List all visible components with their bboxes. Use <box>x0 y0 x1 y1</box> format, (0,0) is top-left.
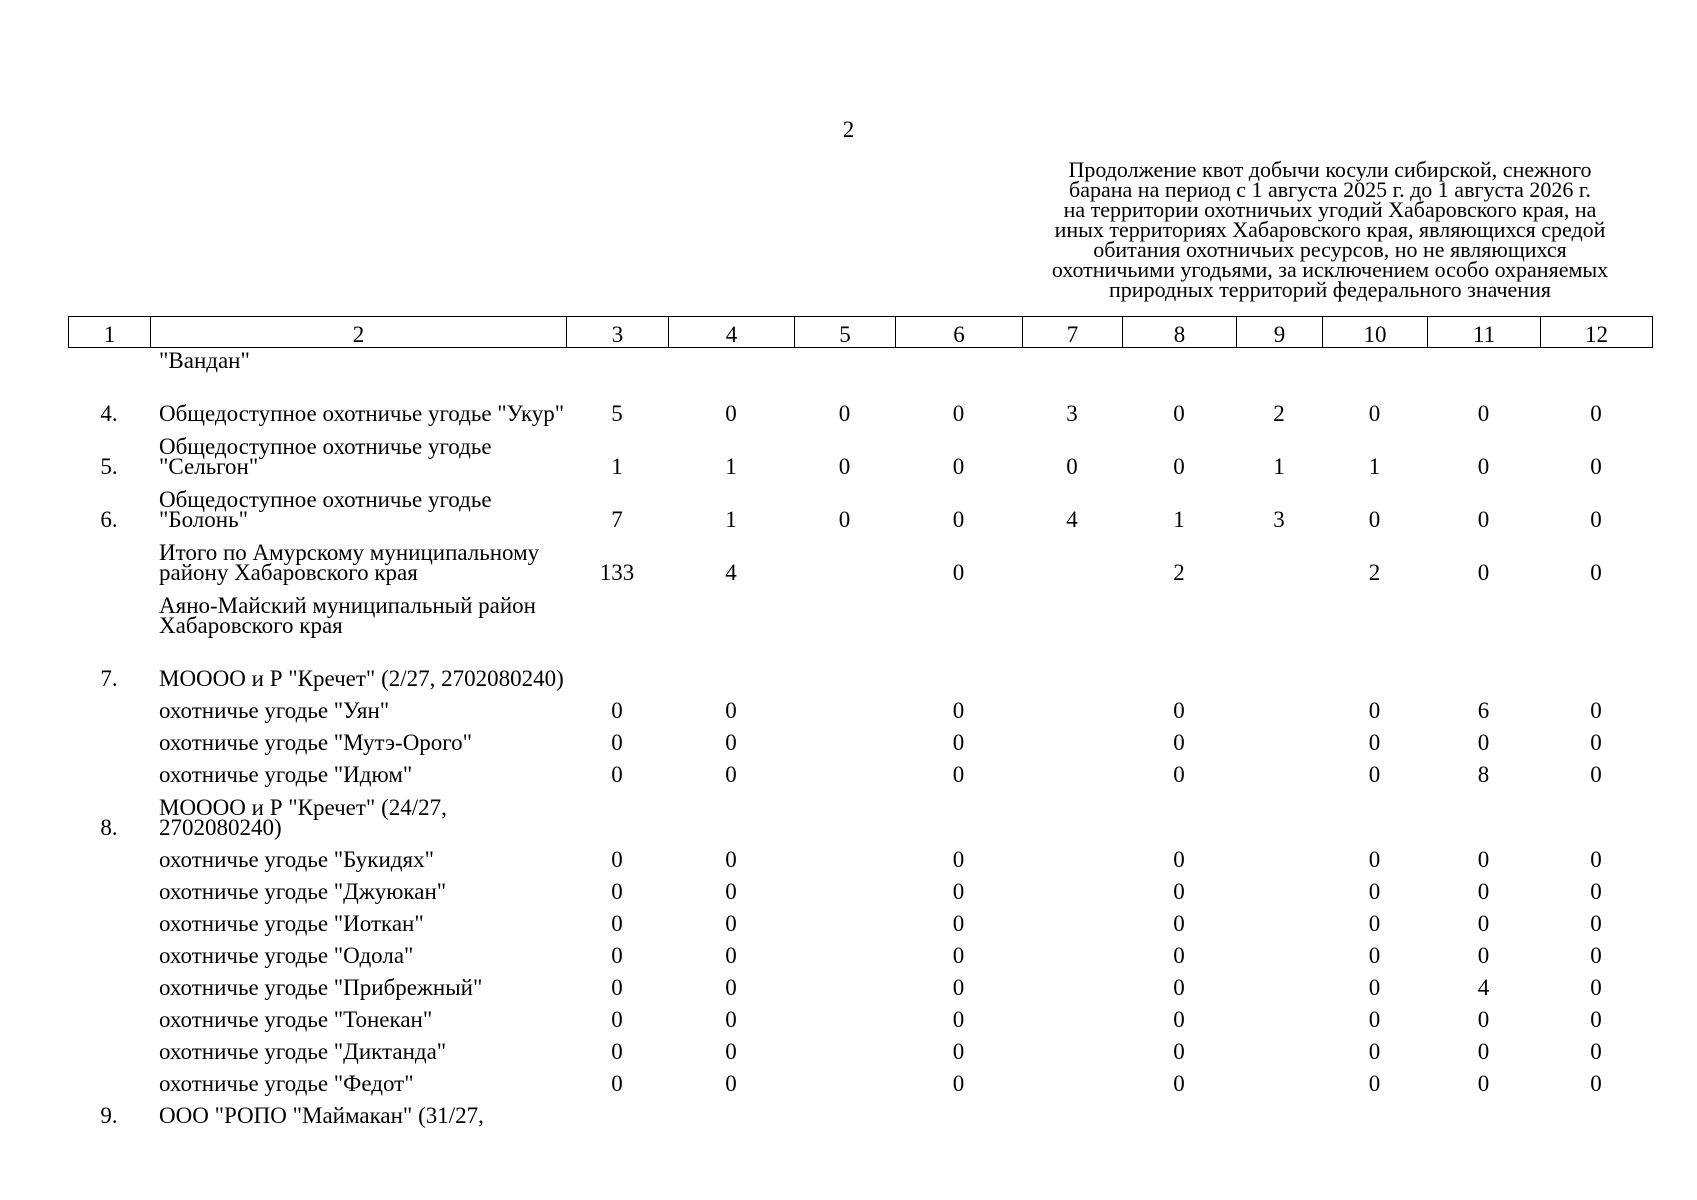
row-value-col-10: 0 <box>1368 879 1381 904</box>
row-value-col-9: 2 <box>1273 401 1285 426</box>
table-row <box>68 785 1652 838</box>
row-value-col-9 <box>1236 966 1322 998</box>
row-value-col-12: 0 <box>1590 762 1602 787</box>
row-value-col-7 <box>1022 636 1122 689</box>
row-number <box>68 998 150 1030</box>
row-value-col-8: 0 <box>1173 1007 1185 1032</box>
row-value-col-8: 0 <box>1173 401 1185 426</box>
row-value-col-9 <box>1236 1094 1322 1126</box>
row-value-col-5 <box>794 1062 895 1094</box>
row-value-col-6 <box>895 349 1022 371</box>
row-value-col-3: 7 <box>611 507 623 532</box>
row-value-col-3: 0 <box>611 730 623 755</box>
row-name: охотничье угодье "Одола" <box>159 943 414 968</box>
row-name: охотничье угодье "Тонекан" <box>159 1007 433 1032</box>
row-value-col-4: 1 <box>725 454 737 479</box>
row-value-col-9 <box>1236 1030 1322 1062</box>
row-value-col-3: 1 <box>611 454 623 479</box>
row-value-col-5 <box>794 838 895 870</box>
table-heading <box>1000 157 1660 302</box>
row-value-col-6: 0 <box>952 401 965 426</box>
row-value-col-8: 0 <box>1173 1039 1185 1064</box>
heading-line: на территории охотничьих угодий Хабаровского края, на <box>1063 197 1597 222</box>
table-row <box>68 530 1652 583</box>
row-value-col-5: 0 <box>838 401 851 426</box>
row-value-col-12: 0 <box>1590 1039 1602 1064</box>
row-value-col-12 <box>1540 583 1652 636</box>
row-value-col-5 <box>794 998 895 1030</box>
row-value-col-4: 0 <box>725 911 737 936</box>
row-value-col-11 <box>1427 349 1540 371</box>
row-name: охотничье угодье "Федот" <box>159 1071 414 1096</box>
row-value-col-6: 0 <box>952 560 965 585</box>
row-value-col-10 <box>1322 636 1427 689</box>
row-value-col-9 <box>1236 721 1322 753</box>
row-name: охотничье угодье "Джуюкан" <box>159 879 447 904</box>
row-value-col-9 <box>1236 530 1322 583</box>
row-value-col-7 <box>1022 785 1122 838</box>
row-value-col-6: 0 <box>952 943 965 968</box>
row-value-col-3: 5 <box>611 401 623 426</box>
row-value-col-8 <box>1122 636 1236 689</box>
row-value-col-5 <box>794 870 895 902</box>
row-number <box>68 838 150 870</box>
row-value-col-10: 0 <box>1368 1071 1381 1096</box>
row-value-col-11: 0 <box>1477 560 1490 585</box>
row-value-col-8: 0 <box>1173 1071 1185 1096</box>
table-row <box>68 934 1652 966</box>
row-value-col-5 <box>794 785 895 838</box>
column-number: 11 <box>1428 317 1541 348</box>
row-value-col-9 <box>1236 870 1322 902</box>
row-value-col-6: 0 <box>952 762 965 787</box>
heading-line: природных территорий федерального значения <box>1109 277 1551 302</box>
row-value-col-6: 0 <box>952 454 965 479</box>
row-name: охотничье угодье "Уян" <box>159 698 390 723</box>
row-name: МОООО и Р "Кречет" (2/27, 2702080240) <box>159 666 564 691</box>
row-value-col-4 <box>668 636 794 689</box>
row-value-col-8: 0 <box>1173 454 1185 479</box>
row-value-col-11: 0 <box>1477 507 1490 532</box>
row-value-col-12: 0 <box>1590 1071 1602 1096</box>
row-value-col-3: 0 <box>611 911 623 936</box>
row-value-col-6 <box>895 1094 1022 1126</box>
row-value-col-7 <box>1022 349 1122 371</box>
row-value-col-12: 0 <box>1590 454 1602 479</box>
row-value-col-10: 0 <box>1368 943 1381 968</box>
row-value-col-10: 2 <box>1368 560 1381 585</box>
row-value-col-8: 0 <box>1173 698 1185 723</box>
column-number: 7 <box>1023 317 1123 348</box>
row-name: охотничье угодье "Иоткан" <box>159 911 424 936</box>
row-value-col-12: 0 <box>1590 879 1602 904</box>
row-value-col-12: 0 <box>1590 401 1602 426</box>
column-number: 12 <box>1541 317 1653 348</box>
row-value-col-6: 0 <box>952 507 965 532</box>
page-number: 2 <box>842 117 855 142</box>
row-value-col-11: 0 <box>1477 1039 1490 1064</box>
row-value-col-12: 0 <box>1590 560 1602 585</box>
table-row <box>68 1094 1652 1126</box>
row-value-col-9 <box>1236 785 1322 838</box>
column-number: 5 <box>795 317 896 348</box>
heading-line: иных территориях Хабаровского края, являющихся средой <box>1054 217 1606 242</box>
row-value-col-11: 0 <box>1477 730 1490 755</box>
row-value-col-7: 3 <box>1066 401 1078 426</box>
row-value-col-5 <box>794 721 895 753</box>
heading-line: Продолжение квот добычи косули сибирской, снежного <box>1068 157 1592 182</box>
row-value-col-11: 0 <box>1477 847 1490 872</box>
row-value-col-10 <box>1322 349 1427 371</box>
row-value-col-5: 0 <box>838 454 851 479</box>
row-value-col-7 <box>1022 583 1122 636</box>
row-value-col-8: 0 <box>1173 847 1185 872</box>
row-value-col-4 <box>668 349 794 371</box>
row-value-col-9 <box>1236 934 1322 966</box>
row-value-col-5 <box>794 966 895 998</box>
row-value-col-11: 0 <box>1477 879 1490 904</box>
row-value-col-4: 0 <box>725 401 737 426</box>
row-value-col-9 <box>1236 998 1322 1030</box>
row-value-col-9 <box>1236 689 1322 721</box>
row-value-col-6: 0 <box>952 879 965 904</box>
row-value-col-7 <box>1022 870 1122 902</box>
table-row <box>68 1030 1652 1062</box>
row-name: Аяно-Майский муниципальный район Хабаровского края <box>159 593 536 638</box>
row-value-col-6: 0 <box>952 975 965 1000</box>
row-number <box>68 689 150 721</box>
row-value-col-8: 0 <box>1173 730 1185 755</box>
row-value-col-7 <box>1022 1094 1122 1126</box>
row-value-col-3 <box>566 1094 668 1126</box>
column-number: 6 <box>896 317 1023 348</box>
row-value-col-12: 0 <box>1590 1007 1602 1032</box>
row-value-col-12: 0 <box>1590 730 1602 755</box>
row-value-col-5 <box>794 753 895 785</box>
row-value-col-8: 0 <box>1173 975 1185 1000</box>
row-number <box>68 934 150 966</box>
row-value-col-5 <box>794 1094 895 1126</box>
row-number: 5. <box>100 454 118 479</box>
row-name: Общедоступное охотничье угодье "Болонь" <box>159 487 492 532</box>
column-number: 3 <box>567 317 669 348</box>
row-value-col-3: 0 <box>611 847 623 872</box>
row-value-col-9 <box>1236 636 1322 689</box>
row-value-col-3: 0 <box>611 975 623 1000</box>
row-value-col-11: 0 <box>1477 1071 1490 1096</box>
row-value-col-11: 0 <box>1477 454 1490 479</box>
row-value-col-4: 0 <box>725 698 737 723</box>
row-value-col-7 <box>1022 689 1122 721</box>
column-number: 4 <box>669 317 795 348</box>
row-value-col-8 <box>1122 1094 1236 1126</box>
row-value-col-5 <box>794 902 895 934</box>
row-value-col-10: 0 <box>1368 847 1381 872</box>
row-value-col-11 <box>1427 636 1540 689</box>
row-number <box>68 349 150 371</box>
row-value-col-4: 0 <box>725 730 737 755</box>
row-value-col-8: 2 <box>1173 560 1185 585</box>
row-value-col-12 <box>1540 785 1652 838</box>
row-value-col-7: 4 <box>1066 507 1078 532</box>
row-value-col-10: 0 <box>1368 975 1381 1000</box>
table-row <box>68 966 1652 998</box>
row-name: "Вандан" <box>159 348 250 373</box>
table-row <box>68 477 1652 530</box>
row-value-col-9 <box>1236 1062 1322 1094</box>
row-value-col-4 <box>668 1094 794 1126</box>
table-row <box>68 583 1652 636</box>
table-row <box>68 424 1652 477</box>
row-value-col-3 <box>566 636 668 689</box>
row-value-col-6: 0 <box>952 1007 965 1032</box>
row-value-col-4: 0 <box>725 762 737 787</box>
row-value-col-6: 0 <box>952 1039 965 1064</box>
row-value-col-5 <box>794 636 895 689</box>
row-value-col-11: 6 <box>1477 698 1490 723</box>
row-value-col-6 <box>895 785 1022 838</box>
row-name: ООО "РОПО "Маймакан" (31/27, <box>159 1103 484 1128</box>
column-number: 8 <box>1123 317 1237 348</box>
row-value-col-11: 0 <box>1477 1007 1490 1032</box>
row-value-col-7 <box>1022 530 1122 583</box>
heading-line: обитания охотничьих ресурсов, но не являющихся <box>1093 237 1567 262</box>
table-row <box>68 721 1652 753</box>
row-value-col-10: 0 <box>1368 730 1381 755</box>
row-value-col-4: 0 <box>725 847 737 872</box>
row-value-col-3: 0 <box>611 1007 623 1032</box>
row-value-col-4: 4 <box>725 560 737 585</box>
row-value-col-5 <box>794 689 895 721</box>
row-name: Общедоступное охотничье угодье "Сельгон" <box>159 434 492 479</box>
row-value-col-12: 0 <box>1590 507 1602 532</box>
row-value-col-11: 0 <box>1477 401 1490 426</box>
row-name: охотничье угодье "Прибрежный" <box>159 975 483 1000</box>
row-number <box>68 1062 150 1094</box>
row-value-col-7 <box>1022 998 1122 1030</box>
row-name: Общедоступное охотничье угодье "Укур" <box>159 401 565 426</box>
column-number: 9 <box>1237 317 1323 348</box>
row-number <box>68 870 150 902</box>
table-row <box>68 753 1652 785</box>
row-value-col-3: 0 <box>611 762 623 787</box>
row-value-col-9 <box>1236 902 1322 934</box>
row-value-col-10: 1 <box>1368 454 1381 479</box>
table-row <box>68 689 1652 721</box>
row-value-col-11: 0 <box>1477 943 1490 968</box>
table-row <box>68 902 1652 934</box>
row-value-col-6: 0 <box>952 1071 965 1096</box>
row-value-col-10: 0 <box>1368 698 1381 723</box>
row-value-col-8: 1 <box>1173 507 1185 532</box>
row-value-col-8 <box>1122 583 1236 636</box>
row-value-col-8: 0 <box>1173 762 1185 787</box>
row-value-col-9: 1 <box>1273 454 1285 479</box>
row-value-col-7 <box>1022 1062 1122 1094</box>
row-value-col-7 <box>1022 934 1122 966</box>
table-row <box>68 1062 1652 1094</box>
row-name: Итого по Амурскому муниципальному району Хабаровского края <box>159 540 540 585</box>
row-value-col-7 <box>1022 721 1122 753</box>
row-value-col-10: 0 <box>1368 1007 1381 1032</box>
row-value-col-10: 0 <box>1368 911 1381 936</box>
row-value-col-8: 0 <box>1173 943 1185 968</box>
row-value-col-6: 0 <box>952 730 965 755</box>
table-row <box>68 371 1652 424</box>
row-value-col-3: 0 <box>611 1039 623 1064</box>
row-value-col-4: 0 <box>725 975 737 1000</box>
table-row <box>68 838 1652 870</box>
row-number: 9. <box>100 1103 118 1128</box>
row-value-col-11: 0 <box>1477 911 1490 936</box>
row-value-col-6: 0 <box>952 847 965 872</box>
row-value-col-12: 0 <box>1590 975 1602 1000</box>
row-value-col-8 <box>1122 349 1236 371</box>
row-value-col-12 <box>1540 349 1652 371</box>
row-value-col-9 <box>1236 838 1322 870</box>
heading-line: барана на период с 1 августа 2025 г. до 1 августа 2026 г. <box>1069 177 1591 202</box>
row-value-col-7 <box>1022 1030 1122 1062</box>
row-name: охотничье угодье "Диктанда" <box>159 1039 447 1064</box>
row-value-col-3: 0 <box>611 698 623 723</box>
row-value-col-9: 3 <box>1273 507 1285 532</box>
row-number: 8. <box>100 815 118 840</box>
row-value-col-9 <box>1236 753 1322 785</box>
table-row <box>68 998 1652 1030</box>
row-value-col-4: 0 <box>725 1007 737 1032</box>
row-value-col-3: 0 <box>611 943 623 968</box>
row-number <box>68 966 150 998</box>
row-value-col-6: 0 <box>952 911 965 936</box>
row-value-col-7: 0 <box>1066 454 1078 479</box>
row-number <box>68 1030 150 1062</box>
heading-line: охотничьими угодьями, за исключением особо охраняемых <box>1051 257 1609 282</box>
table-row <box>68 870 1652 902</box>
row-value-col-11 <box>1427 583 1540 636</box>
row-value-col-7 <box>1022 838 1122 870</box>
row-value-col-5: 0 <box>838 507 851 532</box>
row-value-col-3 <box>566 583 668 636</box>
row-value-col-8 <box>1122 785 1236 838</box>
column-number: 10 <box>1323 317 1428 348</box>
row-value-col-4: 0 <box>725 1071 737 1096</box>
row-number <box>68 902 150 934</box>
table-row <box>68 636 1652 689</box>
row-value-col-10: 0 <box>1368 1039 1381 1064</box>
row-value-col-11: 8 <box>1477 762 1490 787</box>
row-value-col-5 <box>794 530 895 583</box>
row-value-col-5 <box>794 934 895 966</box>
row-value-col-12: 0 <box>1590 943 1602 968</box>
row-value-col-7 <box>1022 902 1122 934</box>
row-value-col-8: 0 <box>1173 911 1185 936</box>
row-value-col-10: 0 <box>1368 762 1381 787</box>
row-value-col-10 <box>1322 1094 1427 1126</box>
row-value-col-10: 0 <box>1368 507 1381 532</box>
row-value-col-3: 133 <box>599 560 635 585</box>
row-value-col-5 <box>794 349 895 371</box>
table-row <box>68 349 1652 371</box>
row-value-col-10: 0 <box>1368 401 1381 426</box>
row-name: охотничье угодье "Букидях" <box>159 847 434 872</box>
row-value-col-5 <box>794 1030 895 1062</box>
column-number-header <box>68 316 1653 348</box>
row-value-col-3 <box>566 349 668 371</box>
row-name: охотничье угодье "Мутэ-Орого" <box>159 730 473 755</box>
row-value-col-12: 0 <box>1590 847 1602 872</box>
row-number <box>68 753 150 785</box>
row-name: охотничье угодье "Идюм" <box>159 762 413 787</box>
row-value-col-4: 0 <box>725 943 737 968</box>
row-value-col-6 <box>895 636 1022 689</box>
row-value-col-12: 0 <box>1590 911 1602 936</box>
row-value-col-9 <box>1236 583 1322 636</box>
column-number: 1 <box>69 317 151 348</box>
row-name: МОООО и Р "Кречет" (24/27, 2702080240) <box>159 795 447 840</box>
row-value-col-12 <box>1540 636 1652 689</box>
row-value-col-12: 0 <box>1590 698 1602 723</box>
row-value-col-4: 0 <box>725 1039 737 1064</box>
row-value-col-11: 4 <box>1477 975 1490 1000</box>
row-number: 4. <box>100 401 118 426</box>
row-value-col-10 <box>1322 583 1427 636</box>
row-value-col-11 <box>1427 1094 1540 1126</box>
row-value-col-4: 0 <box>725 879 737 904</box>
row-value-col-8: 0 <box>1173 879 1185 904</box>
row-value-col-6 <box>895 583 1022 636</box>
row-value-col-4 <box>668 785 794 838</box>
row-value-col-4: 1 <box>725 507 737 532</box>
quota-table <box>68 349 1652 1126</box>
row-number <box>68 530 150 583</box>
row-value-col-5 <box>794 583 895 636</box>
row-number: 6. <box>100 507 118 532</box>
row-value-col-7 <box>1022 753 1122 785</box>
row-value-col-3 <box>566 785 668 838</box>
row-value-col-4 <box>668 583 794 636</box>
row-number: 7. <box>100 666 118 691</box>
row-value-col-9 <box>1236 349 1322 371</box>
row-value-col-7 <box>1022 966 1122 998</box>
column-number: 2 <box>151 317 567 348</box>
row-value-col-11 <box>1427 785 1540 838</box>
row-number <box>68 721 150 753</box>
row-value-col-3: 0 <box>611 1071 623 1096</box>
row-number <box>68 583 150 636</box>
row-value-col-6: 0 <box>952 698 965 723</box>
row-value-col-10 <box>1322 785 1427 838</box>
row-value-col-12 <box>1540 1094 1652 1126</box>
row-value-col-3: 0 <box>611 879 623 904</box>
